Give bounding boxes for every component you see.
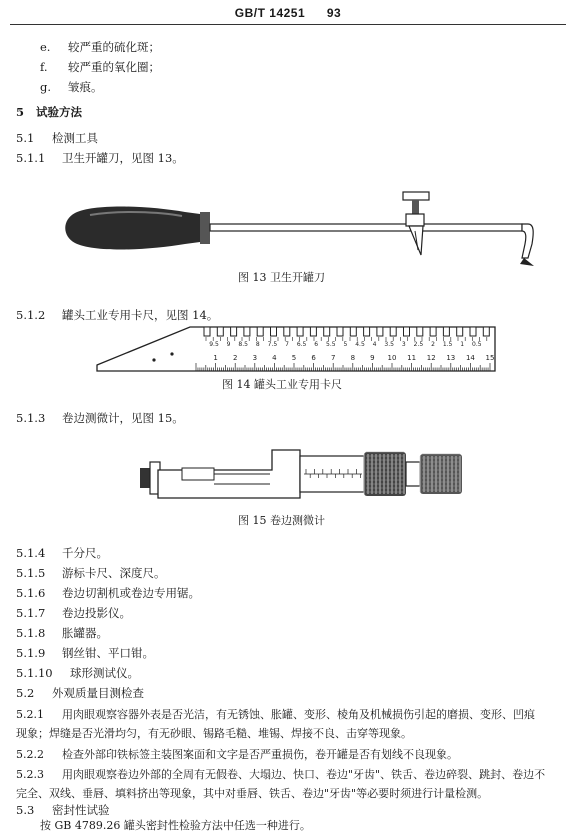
list-item: 5.1.9 钢丝钳、平口钳。	[16, 646, 154, 660]
gauge-top-label: 5	[343, 341, 348, 348]
clause-5-2-3: 5.2.3 用肉眼观察卷边外部的全周有无假卷、大塌边、快口、卷边"牙齿"、铁舌、卷边碎裂、跳封、卷边不	[16, 768, 546, 781]
clause-5-2-1-cont: 现象；焊缝是否光滑均匀，有无砂眼、锡路毛糙、堆锡、焊接不良、击穿等现象。	[16, 727, 412, 740]
gauge-top-label: 4.5	[355, 341, 365, 348]
gauge-scale-label: 3	[252, 354, 258, 362]
clause-5-1-1: 5.1.1 卫生开罐刀，见图 13。	[16, 151, 184, 165]
list-item: 5.1.8 胀罐器。	[16, 626, 108, 640]
gauge-top-label: 1.5	[442, 341, 453, 348]
gauge-top-label: 5.5	[326, 341, 336, 348]
gauge-top-label: 3	[401, 341, 406, 348]
list-item: 5.1.7 卷边投影仪。	[16, 606, 131, 620]
section-heading: 5 试验方法	[16, 105, 83, 119]
gauge-scale-label: 2	[232, 354, 238, 362]
gauge-top-label: 7.5	[267, 341, 278, 348]
figure-13-caption: 图 13 卫生开罐刀	[238, 271, 325, 284]
gauge-scale-label: 7	[330, 354, 336, 362]
gauge-top-label: 7	[285, 341, 289, 348]
list-item: 5.1.10 球形测试仪。	[16, 666, 139, 680]
clause-5-3: 5.3 密封性试验	[16, 803, 110, 817]
gauge-scale-label: 8	[350, 354, 356, 362]
list-item: 5.1.6 卷边切割机或卷边专用锯。	[16, 586, 200, 600]
page-number: 93	[326, 6, 342, 20]
gauge-scale-label: 5	[291, 354, 297, 362]
figure-15-caption: 图 15 卷边测微计	[238, 514, 325, 527]
gauge-scale-label: 9	[370, 354, 375, 362]
clause-5-2-2: 5.2.2 检查外部印铁标签主装图案面和文字是否严重损伤，卷开罐是否有划线不良现象。	[16, 748, 458, 761]
gauge-top-label: 2	[431, 341, 435, 348]
gauge-top-label: 6	[314, 341, 319, 348]
gauge-top-label: 0.5	[472, 341, 482, 348]
list-item: g. 皱痕。	[40, 80, 103, 94]
list-item: e. 较严重的硫化斑；	[40, 40, 160, 54]
gauge-scale-label: 12	[426, 354, 436, 362]
standard-number: GB/T 14251	[234, 6, 306, 20]
gauge-scale-label: 11	[407, 354, 417, 362]
list-item: 5.1.4 千分尺。	[16, 546, 108, 560]
gauge-scale-label: 14	[465, 354, 475, 362]
gauge-scale-label: 15	[485, 354, 495, 362]
clause-5-2-1: 5.2.1 用肉眼观察容器外表是否光洁，有无锈蚀、胀罐、变形、棱角及机械损伤引起的磨损、变形、凹痕	[16, 708, 535, 721]
gauge-top-label: 8	[255, 341, 260, 348]
gauge-scale-label: 4	[272, 354, 277, 362]
gauge-scale-label: 6	[311, 354, 316, 362]
clause-5-1: 5.1 检测工具	[16, 131, 98, 145]
clause-5-1-2: 5.1.2 罐头工业专用卡尺，见图 14。	[16, 308, 219, 322]
gauge-top-label: 1	[460, 341, 465, 348]
gauge-top-label: 9	[226, 341, 231, 348]
gauge-top-label: 2.5	[413, 341, 424, 348]
gauge-scale-label: 13	[446, 354, 456, 362]
clause-5-3-text: 按 GB 4789.26 罐头密封性检验方法中任选一种进行。	[40, 819, 311, 832]
gauge-top-label: 4	[372, 341, 377, 348]
clause-5-2: 5.2 外观质量目测检查	[16, 686, 144, 700]
gauge-scale-label: 1	[213, 354, 218, 362]
gauge-top-label: 8.5	[238, 341, 248, 348]
gauge-top-label: 3.5	[384, 341, 394, 348]
gauge-scale-label: 10	[387, 354, 397, 362]
list-item: f. 较严重的氧化圈；	[40, 60, 160, 74]
clause-5-1-3: 5.1.3 卷边测微计，见图 15。	[16, 411, 184, 425]
gauge-top-label: 6.5	[296, 341, 307, 348]
gauge-top-label: 9.5	[209, 341, 219, 348]
list-item: 5.1.5 游标卡尺、深度尺。	[16, 566, 166, 580]
figure-14-caption: 图 14 罐头工业专用卡尺	[222, 378, 342, 391]
clause-5-2-3-cont: 完全、双线、垂唇、填料挤出等现象，其中对垂唇、铁舌、卷边"牙齿"等必要时须进行计量检测。	[16, 787, 489, 800]
